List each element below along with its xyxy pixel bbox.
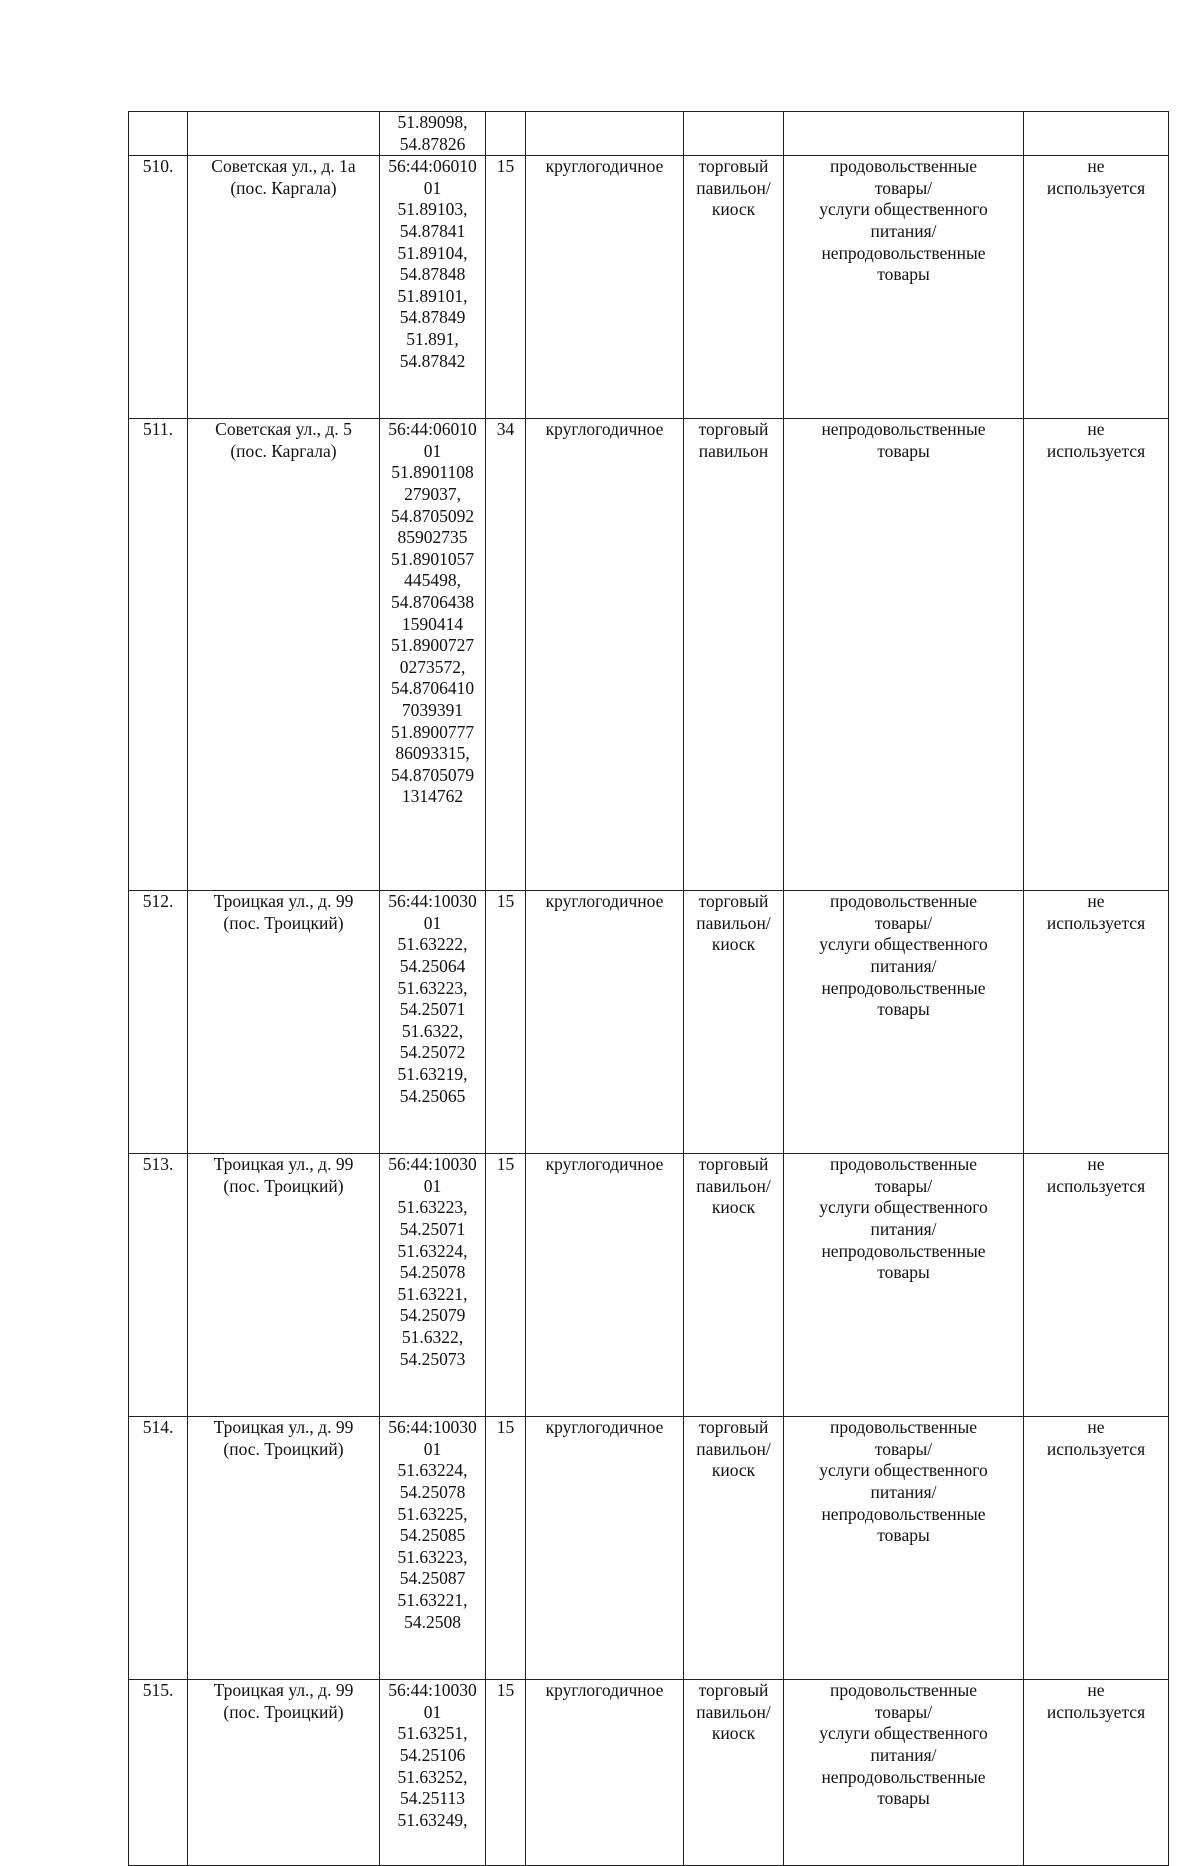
cell-period: круглогодичное [526,891,684,1154]
cell-num: 512. [129,891,188,1154]
cell-object-type [684,112,784,156]
cell-status: не используется [1024,1417,1169,1680]
cell-status [1024,112,1169,156]
cell-area: 15 [486,156,526,419]
cell-num [129,112,188,156]
cell-status: не используется [1024,419,1169,891]
cell-num: 514. [129,1417,188,1680]
cell-coords: 56:44:10030 01 51.63224, 54.25078 51.63225, 54.25085 51.63223, 54.25087 51.63221, 54.2508 [380,1417,486,1680]
cell-object-type: торговый павильон/ киоск [684,1680,784,1866]
cell-address: Троицкая ул., д. 99 (пос. Троицкий) [188,1680,380,1866]
cell-area: 15 [486,891,526,1154]
table-row [129,1417,1169,1680]
cell-num: 511. [129,419,188,891]
cell-status: не используется [1024,1154,1169,1417]
table-row-continuation [129,112,1169,156]
cell-address: Троицкая ул., д. 99 (пос. Троицкий) [188,891,380,1154]
cell-num: 513. [129,1154,188,1417]
cell-area [486,112,526,156]
locations-table [128,111,1169,1866]
table-row [129,1154,1169,1417]
cell-area: 15 [486,1417,526,1680]
cell-address: Троицкая ул., д. 99 (пос. Троицкий) [188,1154,380,1417]
table-row [129,419,1169,891]
cell-coords: 51.89098, 54.87826 [380,112,486,156]
cell-area: 34 [486,419,526,891]
cell-status: не используется [1024,1680,1169,1866]
cell-status: не используется [1024,156,1169,419]
cell-specialization: продовольственные товары/ услуги общественного питания/ непродовольственные товары [784,156,1024,419]
cell-period [526,112,684,156]
cell-object-type: торговый павильон/ киоск [684,156,784,419]
table-row [129,1680,1169,1866]
cell-object-type: торговый павильон/ киоск [684,891,784,1154]
cell-coords: 56:44:10030 01 51.63222, 54.25064 51.63223, 54.25071 51.6322, 54.25072 51.63219, 54.25065 [380,891,486,1154]
cell-coords: 56:44:10030 01 51.63251, 54.25106 51.63252, 54.25113 51.63249, [380,1680,486,1866]
cell-period: круглогодичное [526,419,684,891]
cell-object-type: торговый павильон/ киоск [684,1154,784,1417]
table-row [129,156,1169,419]
cell-object-type: торговый павильон [684,419,784,891]
cell-period: круглогодичное [526,1417,684,1680]
cell-specialization: продовольственные товары/ услуги общественного питания/ непродовольственные товары [784,1417,1024,1680]
cell-object-type: торговый павильон/ киоск [684,1417,784,1680]
cell-specialization: продовольственные товары/ услуги общественного питания/ непродовольственные товары [784,1154,1024,1417]
cell-coords: 56:44:10030 01 51.63223, 54.25071 51.63224, 54.25078 51.63221, 54.25079 51.6322, 54.25073 [380,1154,486,1417]
table-row [129,891,1169,1154]
cell-address: Советская ул., д. 1а (пос. Каргала) [188,156,380,419]
cell-specialization: продовольственные товары/ услуги общественного питания/ непродовольственные товары [784,1680,1024,1866]
cell-period: круглогодичное [526,1680,684,1866]
cell-coords: 56:44:06010 01 51.8901108 279037, 54.8705092 85902735 51.8901057 445498, 54.8706438 1590414 51.8900727 0273572, 54.8706410 7039391 51.8900777 86093315, 54.8705079 1314762 [380,419,486,891]
cell-num: 510. [129,156,188,419]
cell-period: круглогодичное [526,156,684,419]
cell-specialization [784,112,1024,156]
cell-area: 15 [486,1680,526,1866]
cell-specialization: продовольственные товары/ услуги общественного питания/ непродовольственные товары [784,891,1024,1154]
cell-address: Троицкая ул., д. 99 (пос. Троицкий) [188,1417,380,1680]
cell-area: 15 [486,1154,526,1417]
cell-coords: 56:44:06010 01 51.89103, 54.87841 51.89104, 54.87848 51.89101, 54.87849 51.891, 54.87842 [380,156,486,419]
cell-address: Советская ул., д. 5 (пос. Каргала) [188,419,380,891]
cell-address [188,112,380,156]
cell-specialization: непродовольственные товары [784,419,1024,891]
cell-status: не используется [1024,891,1169,1154]
cell-period: круглогодичное [526,1154,684,1417]
cell-num: 515. [129,1680,188,1866]
